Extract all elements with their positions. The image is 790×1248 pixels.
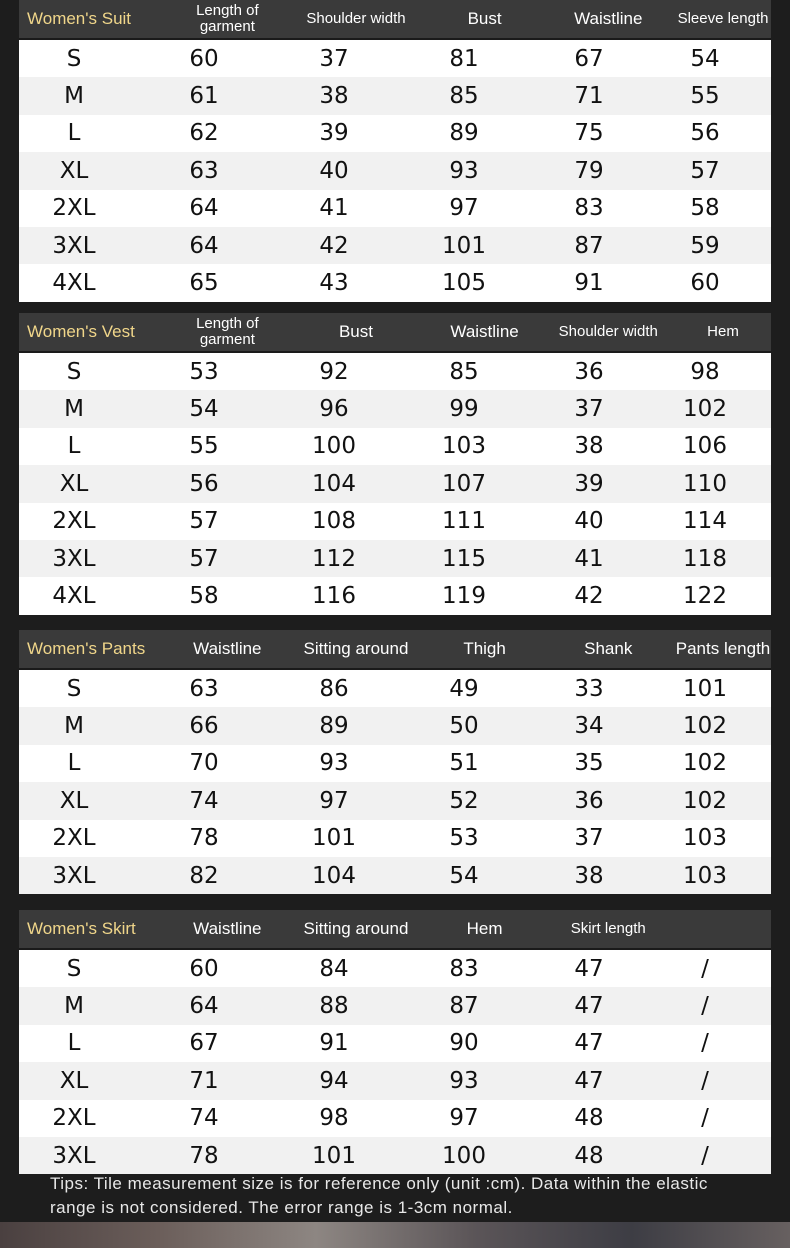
measurement-cell: 94	[319, 1067, 349, 1094]
column-header: Waistline	[193, 919, 262, 938]
size-label: 2XL	[52, 1105, 96, 1132]
measurement-cell: /	[701, 993, 709, 1020]
measurement-cell: 58	[690, 195, 720, 222]
measurement-cell: 91	[574, 270, 604, 297]
size-table	[19, 910, 771, 1174]
measurement-cell: 63	[189, 675, 219, 702]
measurement-cell: 85	[449, 358, 479, 385]
measurement-cell: 75	[574, 120, 604, 147]
column-header: Hem	[707, 323, 739, 340]
measurement-cell: 37	[574, 396, 604, 423]
measurement-cell: 74	[189, 1105, 219, 1132]
measurement-cell: 103	[683, 862, 727, 889]
table-header	[19, 630, 771, 670]
column-header: Shoulder width	[558, 323, 658, 340]
measurement-cell: 100	[312, 433, 356, 460]
measurement-cell: 101	[442, 232, 486, 259]
column-header: Pants length	[675, 639, 771, 658]
measurement-cell: 35	[574, 750, 604, 777]
table-title: Women's Vest	[27, 322, 135, 341]
size-label: 4XL	[52, 270, 96, 297]
measurement-cell: 67	[189, 1030, 219, 1057]
measurement-cell: 78	[189, 1142, 219, 1169]
measurement-cell: 103	[442, 433, 486, 460]
size-label: L	[67, 1030, 81, 1057]
measurement-cell: 60	[189, 955, 219, 982]
column-header: Waistline	[193, 639, 262, 658]
measurement-cell: 40	[574, 508, 604, 535]
measurement-cell: 98	[690, 358, 720, 385]
table-row	[19, 820, 771, 857]
column-header: Sitting around	[303, 919, 409, 938]
size-label: M	[64, 993, 84, 1020]
measurement-cell: /	[701, 1067, 709, 1094]
table-header	[19, 313, 771, 353]
measurement-cell: 57	[189, 545, 219, 572]
measurement-cell: /	[701, 1105, 709, 1132]
table-row	[19, 77, 771, 114]
measurement-cell: 54	[690, 45, 720, 72]
measurement-cell: 62	[189, 120, 219, 147]
table-row	[19, 1100, 771, 1137]
measurement-cell: 38	[574, 862, 604, 889]
size-table	[19, 313, 771, 615]
measurement-cell: 64	[189, 232, 219, 259]
measurement-cell: 41	[574, 545, 604, 572]
column-header: Shoulder width	[306, 10, 406, 27]
size-label: 3XL	[52, 1142, 96, 1169]
measurement-cell: 57	[189, 508, 219, 535]
measurement-cell: 42	[574, 583, 604, 610]
table-row	[19, 950, 771, 987]
measurement-cell: /	[701, 1030, 709, 1057]
measurement-cell: 41	[319, 195, 349, 222]
column-header: Bust	[338, 322, 373, 341]
measurement-cell: 50	[449, 713, 479, 740]
size-label: 2XL	[52, 825, 96, 852]
measurement-cell: 102	[683, 787, 727, 814]
table-row	[19, 465, 771, 502]
column-header: Waistline	[450, 322, 519, 341]
column-header: Length of garment	[196, 2, 259, 35]
size-label: S	[66, 358, 82, 385]
size-label: 3XL	[52, 232, 96, 259]
measurement-cell: 87	[574, 232, 604, 259]
measurement-cell: 47	[574, 1030, 604, 1057]
measurement-cell: 33	[574, 675, 604, 702]
measurement-cell: 64	[189, 993, 219, 1020]
measurement-cell: 83	[574, 195, 604, 222]
column-header: Length of garment	[196, 315, 259, 348]
measurement-cell: 106	[683, 433, 727, 460]
measurement-cell: 37	[319, 45, 349, 72]
measurement-cell: 122	[683, 583, 727, 610]
size-label: XL	[59, 787, 89, 814]
table-header	[19, 0, 771, 40]
measurement-cell: 119	[442, 583, 486, 610]
tips-text: Tips: Tile measurement size is for reference only (unit :cm). Data within the elastic range is not considered. The error range is 1-3cm normal.	[50, 1174, 708, 1217]
measurement-cell: 97	[319, 787, 349, 814]
measurement-cell: 36	[574, 358, 604, 385]
measurement-cell: 92	[319, 358, 349, 385]
measurement-cell: 82	[189, 862, 219, 889]
table-row	[19, 190, 771, 227]
measurement-cell: 51	[449, 750, 479, 777]
measurement-cell: 55	[690, 83, 720, 110]
measurement-cell: 112	[312, 545, 356, 572]
measurement-cell: 60	[690, 270, 720, 297]
measurement-cell: 64	[189, 195, 219, 222]
table-title: Women's Suit	[27, 9, 132, 28]
measurement-cell: 98	[319, 1105, 349, 1132]
size-label: XL	[59, 470, 89, 497]
measurement-cell: 65	[189, 270, 219, 297]
measurement-cell: 93	[449, 157, 479, 184]
measurement-cell: 34	[574, 713, 604, 740]
size-label: 3XL	[52, 862, 96, 889]
table-row	[19, 428, 771, 465]
size-label: 2XL	[52, 508, 96, 535]
measurement-cell: 87	[449, 993, 479, 1020]
measurement-cell: 59	[690, 232, 720, 259]
measurement-cell: 48	[574, 1142, 604, 1169]
measurement-cell: 66	[189, 713, 219, 740]
column-header: Thigh	[463, 639, 506, 658]
table-row	[19, 353, 771, 390]
measurement-cell: 84	[319, 955, 349, 982]
measurement-cell: 39	[574, 470, 604, 497]
measurement-cell: 81	[449, 45, 479, 72]
size-table	[19, 0, 771, 302]
measurement-cell: 63	[189, 157, 219, 184]
measurement-cell: 71	[189, 1067, 219, 1094]
table-row	[19, 670, 771, 707]
table-row	[19, 152, 771, 189]
measurement-cell: 96	[319, 396, 349, 423]
table-row	[19, 390, 771, 427]
measurement-cell: 78	[189, 825, 219, 852]
table-row	[19, 1025, 771, 1062]
measurement-cell: 71	[574, 83, 604, 110]
measurement-cell: 67	[574, 45, 604, 72]
size-label: XL	[59, 1067, 89, 1094]
table-row	[19, 503, 771, 540]
measurement-cell: 89	[449, 120, 479, 147]
size-table	[19, 630, 771, 894]
column-header: Bust	[467, 9, 502, 28]
table-row	[19, 707, 771, 744]
size-label: 4XL	[52, 583, 96, 610]
measurement-cell: 38	[574, 433, 604, 460]
size-label: XL	[59, 157, 89, 184]
measurement-cell: 102	[683, 713, 727, 740]
measurement-cell: 53	[449, 825, 479, 852]
measurement-cell: 88	[319, 993, 349, 1020]
measurement-cell: 56	[690, 120, 720, 147]
table-row	[19, 782, 771, 819]
measurement-cell: 42	[319, 232, 349, 259]
measurement-cell: 86	[319, 675, 349, 702]
measurement-cell: 90	[449, 1030, 479, 1057]
measurement-cell: 101	[312, 1142, 356, 1169]
column-header: Shank	[584, 639, 633, 658]
measurement-cell: 38	[319, 83, 349, 110]
measurement-cell: 101	[683, 675, 727, 702]
size-label: 2XL	[52, 195, 96, 222]
measurement-cell: 60	[189, 45, 219, 72]
measurement-cell: 97	[449, 1105, 479, 1132]
table-title: Women's Skirt	[27, 919, 136, 938]
measurement-cell: 43	[319, 270, 349, 297]
size-label: L	[67, 120, 81, 147]
measurement-cell: 114	[683, 508, 727, 535]
column-header: Sitting around	[303, 639, 409, 658]
measurement-cell: 102	[683, 396, 727, 423]
size-label: S	[66, 675, 82, 702]
measurement-cell: 39	[319, 120, 349, 147]
column-header	[675, 910, 771, 948]
table-row	[19, 264, 771, 301]
measurement-cell: 79	[574, 157, 604, 184]
measurement-cell: 100	[442, 1142, 486, 1169]
size-label: L	[67, 433, 81, 460]
measurement-cell: 111	[442, 508, 486, 535]
measurement-cell: 47	[574, 1067, 604, 1094]
size-label: S	[66, 45, 82, 72]
size-label: M	[64, 83, 84, 110]
size-label: S	[66, 955, 82, 982]
table-header	[19, 910, 771, 950]
measurement-cell: 85	[449, 83, 479, 110]
measurement-cell: /	[701, 955, 709, 982]
measurement-cell: 101	[312, 825, 356, 852]
measurement-cell: 118	[683, 545, 727, 572]
measurement-cell: 89	[319, 713, 349, 740]
measurement-cell: 93	[449, 1067, 479, 1094]
column-header: Skirt length	[570, 920, 646, 937]
measurement-cell: 99	[449, 396, 479, 423]
measurement-cell: 108	[312, 508, 356, 535]
measurement-cell: 97	[449, 195, 479, 222]
measurement-cell: 61	[189, 83, 219, 110]
measurement-cell: 74	[189, 787, 219, 814]
table-row	[19, 745, 771, 782]
measurement-cell: 49	[449, 675, 479, 702]
measurement-cell: 110	[683, 470, 727, 497]
measurement-cell: 54	[449, 862, 479, 889]
measurement-cell: 57	[690, 157, 720, 184]
measurement-cell: 116	[312, 583, 356, 610]
measurement-cell: 54	[189, 396, 219, 423]
measurement-cell: 37	[574, 825, 604, 852]
table-row	[19, 857, 771, 894]
column-header: Waistline	[574, 9, 643, 28]
measurement-cell: 93	[319, 750, 349, 777]
measurement-cell: 53	[189, 358, 219, 385]
table-row	[19, 227, 771, 264]
table-row	[19, 540, 771, 577]
measurement-cell: 70	[189, 750, 219, 777]
size-label: M	[64, 396, 84, 423]
column-header: Sleeve length	[677, 10, 769, 27]
measurement-cell: /	[701, 1142, 709, 1169]
measurement-cell: 104	[312, 470, 356, 497]
measurement-cell: 103	[683, 825, 727, 852]
measurement-cell: 107	[442, 470, 486, 497]
table-row	[19, 1137, 771, 1174]
measurement-cell: 91	[319, 1030, 349, 1057]
measurement-cell: 47	[574, 955, 604, 982]
measurement-cell: 102	[683, 750, 727, 777]
size-label: L	[67, 750, 81, 777]
measurement-cell: 56	[189, 470, 219, 497]
measurement-cell: 58	[189, 583, 219, 610]
table-row	[19, 987, 771, 1024]
column-header: Hem	[466, 919, 503, 938]
footer-photo-strip	[0, 1222, 790, 1248]
table-row	[19, 40, 771, 77]
measurement-cell: 47	[574, 993, 604, 1020]
measurement-cell: 83	[449, 955, 479, 982]
size-label: 3XL	[52, 545, 96, 572]
table-row	[19, 1062, 771, 1099]
size-label: M	[64, 713, 84, 740]
measurement-cell: 104	[312, 862, 356, 889]
measurement-cell: 36	[574, 787, 604, 814]
table-row	[19, 577, 771, 614]
measurement-cell: 40	[319, 157, 349, 184]
table-title: Women's Pants	[27, 639, 146, 658]
measurement-cell: 52	[449, 787, 479, 814]
measurement-cell: 105	[442, 270, 486, 297]
measurement-cell: 48	[574, 1105, 604, 1132]
table-row	[19, 115, 771, 152]
measurement-cell: 115	[442, 545, 486, 572]
measurement-cell: 55	[189, 433, 219, 460]
